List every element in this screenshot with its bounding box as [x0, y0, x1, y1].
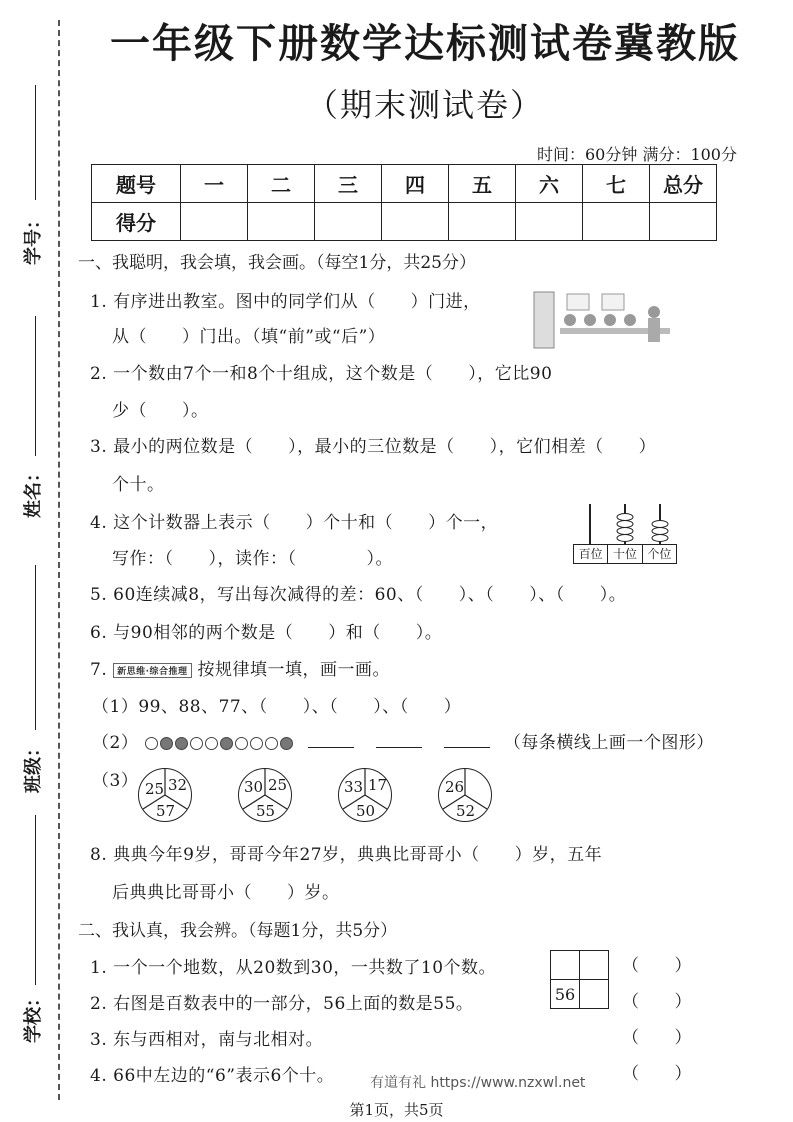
q7-3-prefix: （3）: [92, 771, 139, 791]
empty-circle-icon: [265, 737, 278, 750]
empty-circle-icon: [235, 737, 248, 750]
q7-line: [90, 655, 390, 680]
page-subtitle: （期末测试卷）: [305, 86, 544, 124]
abacus-counter: [573, 502, 677, 564]
school-label: 学校：: [23, 989, 44, 1043]
abacus-label-hundreds: 百位: [574, 545, 608, 563]
q4-line2: 写作：（ ），读作：（ ）。: [112, 549, 393, 569]
judge-item-3: 3. 东与西相对，南与北相对。: [90, 1030, 324, 1050]
exam-meta: 时间：60分钟 满分：100分: [537, 145, 737, 164]
filled-circle-icon: [175, 737, 188, 750]
classroom-illustration: [532, 290, 682, 350]
pie-value-bottom: 57: [156, 802, 176, 820]
q7-2-answer-line[interactable]: [444, 733, 490, 748]
grid-cell-56: 56: [551, 980, 580, 1009]
score-input-cell[interactable]: [516, 203, 583, 241]
pie-value-bottom: 55: [256, 802, 276, 820]
score-header-cell: 六: [516, 165, 583, 203]
abacus-label-ones: 个位: [647, 547, 672, 561]
q7-1-line: （1）99、88、77、（ ）、（ ）、（ ）: [92, 697, 462, 717]
judge-answer-1[interactable]: （ ）: [622, 956, 692, 976]
name-label: 姓名：: [23, 464, 44, 518]
abacus-label-tens: 十位: [608, 545, 642, 563]
judge-answer-4[interactable]: （ ）: [622, 1064, 692, 1084]
filled-circle-icon: [220, 737, 233, 750]
abacus-base: [573, 544, 677, 564]
score-input-cell[interactable]: [449, 203, 516, 241]
score-input-cell[interactable]: [583, 203, 650, 241]
pie-value-left: 25: [145, 780, 165, 798]
score-header-cell: 三: [315, 165, 382, 203]
number-pie: [238, 768, 292, 822]
number-pie: [138, 768, 192, 822]
q5-line: 5. 60连续减8，写出每次减得的差：60、（ ）、（ ）、（ ）。: [90, 585, 627, 605]
school-line: [35, 815, 36, 985]
q7-badge: 新思维·综合推理: [113, 663, 191, 678]
page-footer: 第1页，共5页: [349, 1101, 444, 1119]
score-header-cell: 四: [382, 165, 449, 203]
pie-value-right: 25: [268, 776, 288, 794]
student-no-label: 学号：: [23, 211, 44, 265]
pie-value-left: 33: [344, 778, 364, 796]
pie-value-bottom: 50: [356, 802, 376, 820]
section2-heading: 二、我认真，我会辨。（每题1分，共5分）: [78, 921, 398, 941]
score-input-cell[interactable]: [315, 203, 382, 241]
score-input-cell[interactable]: [650, 203, 717, 241]
score-header-cell: 七: [583, 165, 650, 203]
pie-value-left: 26: [445, 778, 465, 796]
score-table-header-row: [92, 165, 717, 203]
q7-number: 7.: [90, 660, 108, 680]
pie-value-left: 30: [244, 778, 264, 796]
filled-circle-icon: [280, 737, 293, 750]
number-pie: [438, 768, 492, 822]
pie-value-right: 32: [168, 776, 188, 794]
q2-line1: 2. 一个数由7个一和8个十组成，这个数是（ ），它比90: [90, 364, 553, 384]
empty-circle-icon: [145, 737, 158, 750]
q7-2-answer-line[interactable]: [376, 733, 422, 748]
empty-circle-icon: [250, 737, 263, 750]
q2-line2: 少（ ）。: [112, 401, 209, 421]
watermark-text: 有道有礼 https://www.nzxwl.net: [370, 1075, 586, 1091]
judge-answer-2[interactable]: （ ）: [622, 992, 692, 1012]
q1-line2: 从（ ）门出。（填“前”或“后”）: [112, 327, 386, 347]
pie-value-bottom: 52: [456, 802, 476, 820]
student-no-line: [35, 85, 36, 200]
q8-line2: 后典典比哥哥小（ ）岁。: [112, 883, 340, 903]
score-header-cell: 一: [181, 165, 248, 203]
q4-line1: 4. 这个计数器上表示（ ）个十和（ ）个一，: [90, 513, 499, 533]
q1-line1: 1. 有序进出教室。图中的同学们从（ ）门进，: [90, 292, 481, 312]
q7-2-pattern: [144, 733, 294, 753]
q7-2-answer-line[interactable]: [308, 733, 354, 748]
filled-circle-icon: [160, 737, 173, 750]
score-header-cell: 二: [248, 165, 315, 203]
grid-cell: [580, 951, 609, 980]
score-header-cell: 题号: [92, 165, 181, 203]
class-label: 班级：: [23, 739, 44, 793]
q7-2-prefix: （2）: [92, 733, 139, 753]
section1-heading: 一、我聪明，我会填，我会画。（每空1分，共25分）: [78, 253, 476, 273]
abacus-rods: [573, 502, 677, 546]
grid-cell: [580, 980, 609, 1009]
score-header-cell: 五: [449, 165, 516, 203]
binding-dashed-line: [58, 20, 60, 1100]
score-header-cell: 总分: [650, 165, 717, 203]
q7-2-line: [92, 728, 714, 753]
hundred-chart-fragment: [550, 950, 609, 1009]
q7-text: 按规律填一填，画一画。: [197, 660, 390, 680]
q3-line2: 个十。: [112, 475, 165, 495]
empty-circle-icon: [205, 737, 218, 750]
judge-item-4: 4. 66中左边的“6”表示6个十。: [90, 1066, 335, 1086]
q8-line1: 8. 典典今年9岁，哥哥今年27岁，典典比哥哥小（ ）岁，五年: [90, 845, 603, 865]
judge-answer-3[interactable]: （ ）: [622, 1028, 692, 1048]
judge-item-2: 2. 右图是百数表中的一部分，56上面的数是55。: [90, 994, 474, 1014]
score-row-label: 得分: [92, 203, 181, 241]
judge-item-1: 1. 一个一个地数，从20数到30，一共数了10个数。: [90, 958, 497, 978]
score-input-cell[interactable]: [382, 203, 449, 241]
score-table: [91, 164, 717, 241]
name-line-top: [35, 316, 36, 456]
pie-value-right: 17: [368, 776, 388, 794]
q6-line: 6. 与90相邻的两个数是（ ）和（ ）。: [90, 623, 443, 643]
q3-line1: 3. 最小的两位数是（ ），最小的三位数是（ ），它们相差（ ）: [90, 437, 657, 457]
class-line: [35, 565, 36, 730]
grid-cell: [551, 951, 580, 980]
empty-circle-icon: [190, 737, 203, 750]
score-input-cell[interactable]: [248, 203, 315, 241]
q7-2-note: （每条横线上画一个图形）: [503, 733, 714, 753]
number-pie: [338, 768, 392, 822]
score-table-score-row: [92, 203, 717, 241]
page-title: 一年级下册数学达标测试卷冀教版: [110, 21, 740, 67]
score-input-cell[interactable]: [181, 203, 248, 241]
